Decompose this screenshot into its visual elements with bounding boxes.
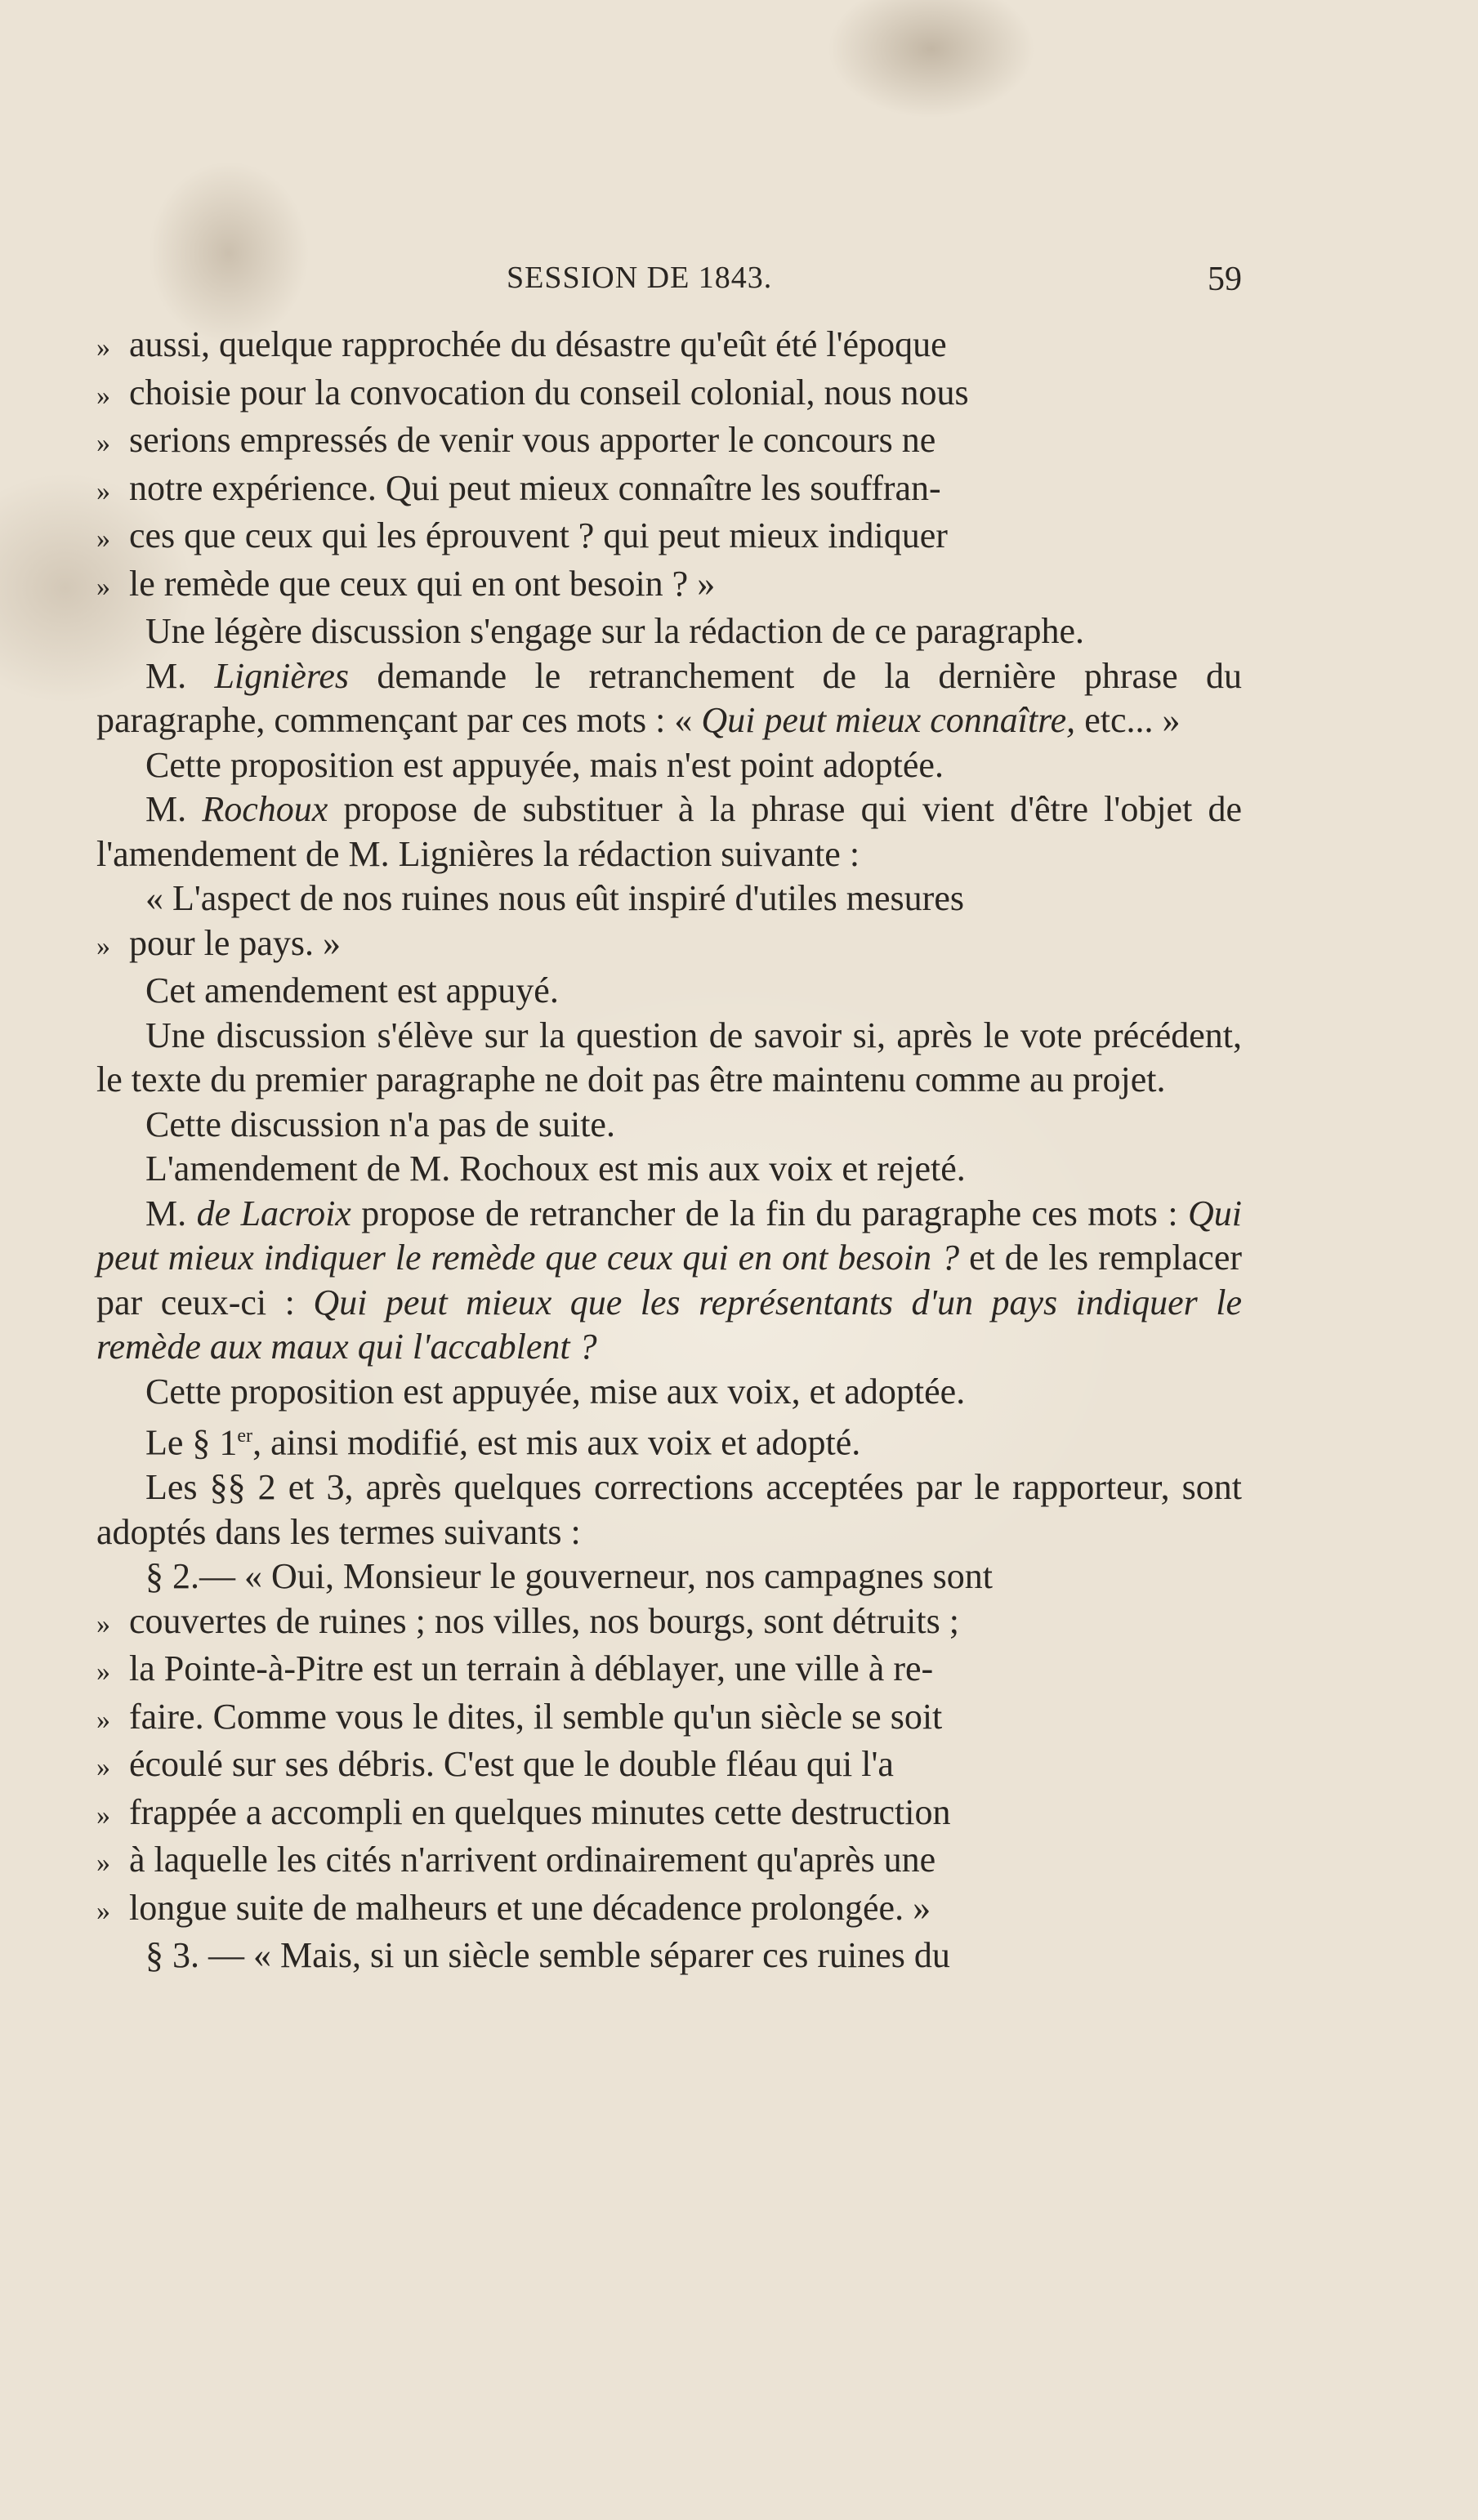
speaker-name: de Lacroix: [196, 1193, 351, 1233]
paragraph: Cet amendement est appuyé.: [145, 970, 559, 1010]
running-title: SESSION DE 1843.: [507, 261, 773, 295]
paragraph: Une discussion s'élève sur la question de savoir si, après le vote précédent, le texte du premier paragraphe ne doit pas être maintenu comme au projet.: [96, 1015, 1242, 1099]
paragraph: L'amendement de M. Rochoux est mis aux voix et rejeté.: [145, 1148, 966, 1189]
paragraph: Cette proposition est appuyée, mais n'est point adoptée.: [145, 744, 944, 785]
quote-line: » longue suite de malheurs et une décadence prolongée. »: [96, 1887, 931, 1928]
paragraph: M. de Lacroix propose de retrancher de la fin du paragraphe ces mots : Qui peut mieux indiquer le remède que ceux qui en ont besoin ? et de les remplacer par ceux-ci : Qui peut mieux que les représentants d'un pays indiquer le remède aux maux qui l'accablent ?: [96, 1193, 1243, 1367]
page-number: 59: [1208, 261, 1242, 298]
paragraph: Une légère discussion s'engage sur la rédaction de ce paragraphe.: [145, 611, 1084, 651]
paragraph: Les §§ 2 et 3, après quelques corrections acceptées par le rapporteur, sont adoptés dans les termes suivants :: [96, 1467, 1242, 1552]
page-header: [98, 260, 1242, 306]
quote-line: » aussi, quelque rapprochée du désastre qu'eût été l'époque: [96, 324, 947, 364]
speaker-name: Lignières: [214, 655, 350, 696]
quote-line: » serions empressés de venir vous apporter le concours ne: [96, 420, 936, 460]
quote-line: » notre expérience. Qui peut mieux connaître les souffran-: [96, 467, 941, 508]
quote-line: « L'aspect de nos ruines nous eût inspiré d'utiles mesures: [145, 878, 964, 918]
paragraph: Cette discussion n'a pas de suite.: [145, 1104, 615, 1144]
paragraph: Le § 1er, ainsi modifié, est mis aux voix et adopté.: [145, 1422, 861, 1463]
speaker-name: Rochoux: [202, 789, 328, 829]
quote-line: » frappée a accompli en quelques minutes cette destruction: [96, 1791, 951, 1832]
quote-line: » couvertes de ruines ; nos villes, nos bourgs, sont détruits ;: [96, 1600, 959, 1641]
section-line: § 3. — « Mais, si un siècle semble séparer ces ruines du: [145, 1935, 950, 1976]
quote-line: » choisie pour la convocation du conseil colonial, nous nous: [96, 372, 969, 413]
paragraph: M. Rochoux propose de substituer à la phrase qui vient d'être l'objet de l'amendement de M. Lignières la rédaction suivante :: [96, 789, 1243, 874]
quote-line: » faire. Comme vous le dites, il semble qu'un siècle se soit: [96, 1696, 943, 1737]
paragraph: M. Lignières demande le retranchement de la dernière phrase du paragraphe, commençant par ces mots : « Qui peut mieux connaître, etc... »: [96, 655, 1243, 740]
quote-line: » pour le pays. »: [96, 922, 342, 963]
body-text: [96, 323, 1242, 1978]
quote-line: » écoulé sur ses débris. C'est que le double fléau qui l'a: [96, 1744, 894, 1785]
paragraph: Cette proposition est appuyée, mise aux voix, et adoptée.: [145, 1371, 966, 1412]
quote-line: » la Pointe-à-Pitre est un terrain à déblayer, une ville à re-: [96, 1648, 934, 1689]
quote-line: » ces que ceux qui les éprouvent ? qui peut mieux indiquer: [96, 515, 948, 555]
quote-line: » à laquelle les cités n'arrivent ordinairement qu'après une: [96, 1840, 936, 1880]
section-line: § 2.— « Oui, Monsieur le gouverneur, nos campagnes sont: [145, 1556, 993, 1597]
quote-line: » le remède que ceux qui en ont besoin ? »: [96, 563, 716, 604]
